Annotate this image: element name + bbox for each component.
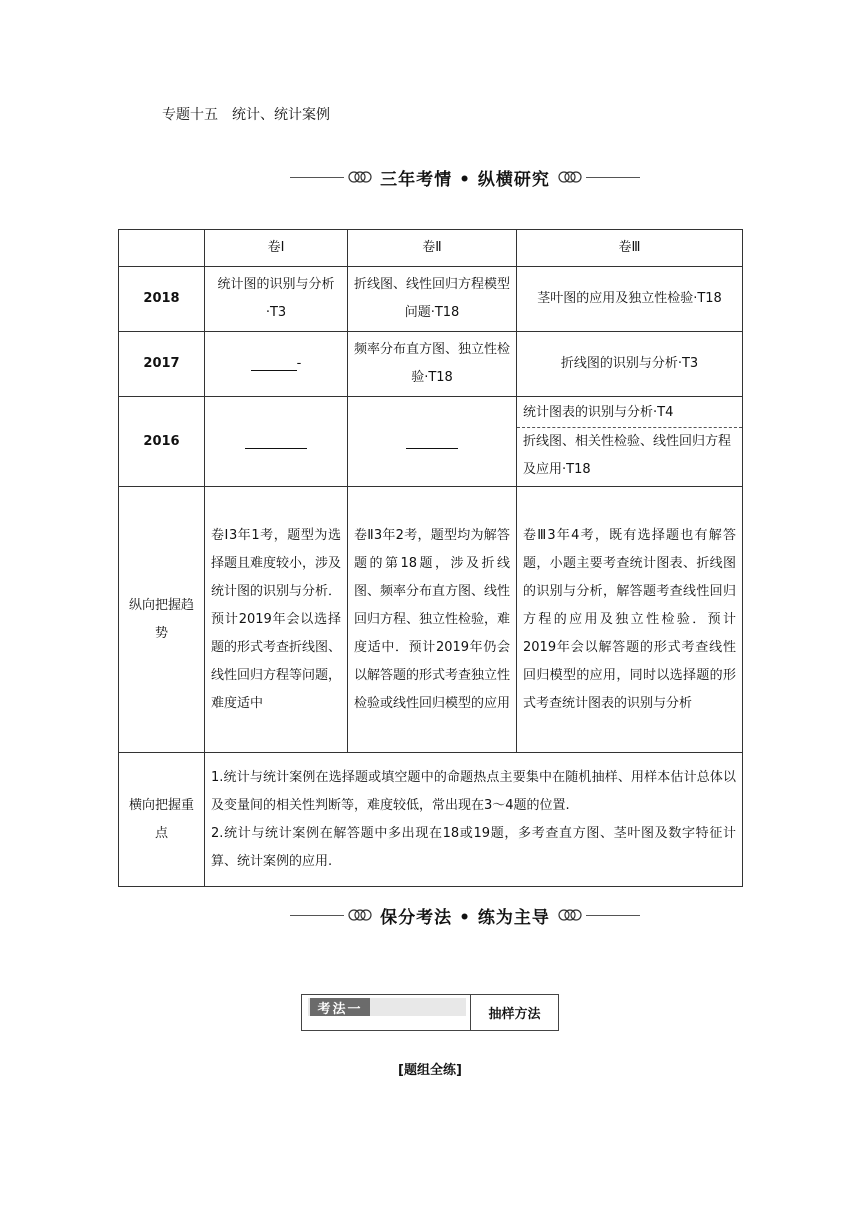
table-cell-split — [517, 397, 743, 487]
table-cell: 卷Ⅰ3年1考，题型为选择题且难度较小，涉及统计图的识别与分析．预计2019年会以选择题的形式考查折线图、线性回归方程等问题，难度适中 — [205, 487, 348, 753]
blank-line — [251, 356, 297, 371]
header-cell: 卷Ⅲ — [517, 230, 743, 267]
section-header-practice — [290, 900, 640, 930]
section-title: 三年考情 • 纵横研究 — [380, 169, 550, 190]
table-cell: 统计图的识别与分析·T3 — [205, 267, 348, 332]
blank-cell — [205, 332, 348, 397]
method-tag-label: 考法一 — [310, 998, 370, 1016]
table-row-2018 — [119, 267, 743, 332]
blank-line — [406, 434, 458, 449]
blank-cell — [205, 397, 348, 487]
header-empty-cell — [119, 230, 205, 267]
year-cell: 2017 — [119, 332, 205, 397]
header-cell: 卷Ⅰ — [205, 230, 348, 267]
header-rule-left — [290, 915, 344, 916]
table-cell: 折线图的识别与分析·T3 — [517, 332, 743, 397]
table-row-trend — [119, 487, 743, 753]
method-tag — [302, 995, 471, 1030]
table-row-2017 — [119, 332, 743, 397]
ring-ornament-icon — [347, 170, 373, 184]
section-header-trends — [290, 162, 640, 192]
ring-ornament-icon — [557, 908, 583, 922]
focus-cell — [205, 753, 743, 887]
header-rule-right — [586, 177, 640, 178]
blank-line — [245, 434, 307, 449]
row-label: 纵向把握趋势 — [119, 487, 205, 753]
method-box — [301, 994, 559, 1031]
focus-paragraph: 2.统计与统计案例在解答题中多出现在18或19题，多考查直方图、茎叶图及数字特征计算、统计案例的应用. — [211, 825, 736, 869]
ring-ornament-icon — [557, 170, 583, 184]
ring-ornament-icon — [347, 908, 373, 922]
table-cell-part: 统计图表的识别与分析·T4 — [523, 405, 674, 420]
table-cell-part: 折线图、相关性检验、线性回归方程及应用·T18 — [517, 427, 742, 484]
header-rule-left — [290, 177, 344, 178]
table-cell: 卷Ⅱ3年2考，题型均为解答题的第18题，涉及折线图、频率分布直方图、线性回归方程、独立性检验，难度适中．预计2019年仍会以解答题的形式考查独立性检验或线性回归模型的应用 — [348, 487, 517, 753]
focus-paragraph: 1.统计与统计案例在选择题或填空题中的命题热点主要集中在随机抽样、用样本估计总体以及变量间的相关性判断等，难度较低，常出现在3～4题的位置. — [211, 769, 736, 813]
header-rule-right — [586, 915, 640, 916]
blank-suffix: - — [296, 356, 302, 371]
table-cell: 茎叶图的应用及独立性检验·T18 — [517, 267, 743, 332]
doc-title: 专题十五 统计、统计案例 — [162, 107, 330, 123]
exam-trend-table — [118, 229, 743, 887]
blank-cell — [348, 397, 517, 487]
table-cell: 卷Ⅲ3年4考，既有选择题也有解答题，小题主要考查统计图表、折线图的识别与分析，解答题考查线性回归方程的应用及独立性检验．预计2019年会以解答题的形式考查线性回归模型的应用，同时以选择题的形式考查统计图表的识别与分析 — [517, 487, 743, 753]
table-cell: 频率分布直方图、独立性检验·T18 — [348, 332, 517, 397]
group-label: [题组全练] — [398, 1063, 462, 1078]
year-cell: 2016 — [119, 397, 205, 487]
table-row-2016 — [119, 397, 743, 487]
header-cell: 卷Ⅱ — [348, 230, 517, 267]
section-title: 保分考法 • 练为主导 — [380, 907, 550, 928]
method-title: 抽样方法 — [488, 1007, 541, 1022]
table-row-focus — [119, 753, 743, 887]
table-cell: 折线图、线性回归方程模型问题·T18 — [348, 267, 517, 332]
table-header-row — [119, 230, 743, 267]
year-cell: 2018 — [119, 267, 205, 332]
row-label: 横向把握重点 — [119, 753, 205, 887]
